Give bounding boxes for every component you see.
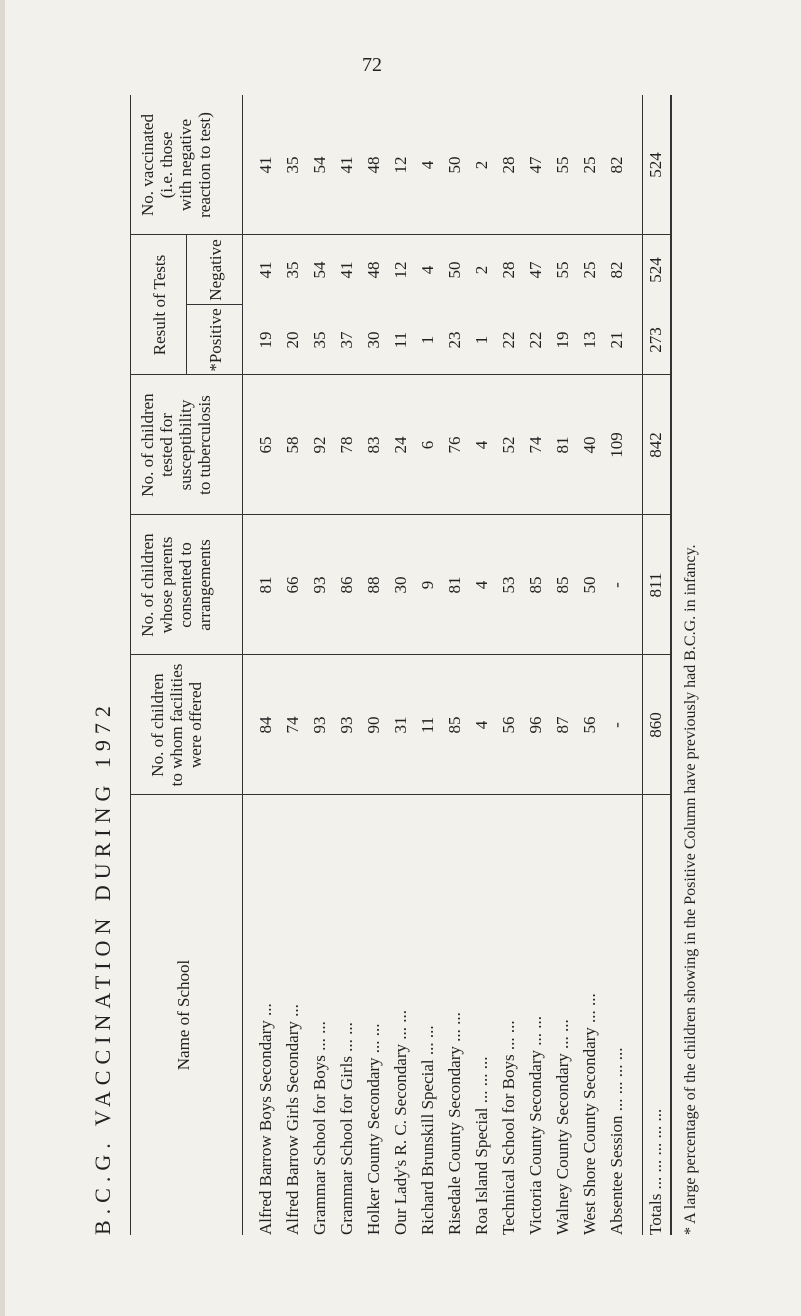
consented-cell: 88 <box>364 576 383 594</box>
consented-cell: 66 <box>283 576 302 594</box>
school-name: Holker County Secondary ... ... <box>364 1023 383 1235</box>
positive-cell: 13 <box>580 331 599 349</box>
header-positive: *Positive <box>206 308 225 372</box>
negative-cell: 55 <box>553 261 572 279</box>
negative-cell: 82 <box>607 261 626 279</box>
vaccinated-cell: 82 <box>607 156 626 174</box>
result-subrule <box>186 235 187 375</box>
vaccinated-cell: 28 <box>499 156 518 174</box>
total-positive: 273 <box>646 327 665 353</box>
positive-cell: 37 <box>337 331 356 349</box>
negative-cell: 41 <box>256 261 275 279</box>
school-name: Grammar School for Girls ... ... <box>337 1022 356 1235</box>
bottom-rule <box>670 95 672 1235</box>
tested-cell: 83 <box>364 436 383 454</box>
positive-cell: 1 <box>472 335 491 345</box>
positive-cell: 22 <box>499 331 518 349</box>
positive-cell: 22 <box>526 331 545 349</box>
top-rule <box>130 95 131 1235</box>
positive-cell: 20 <box>283 331 302 349</box>
positive-cell: 23 <box>445 331 464 349</box>
offered-cell: 56 <box>580 716 599 734</box>
consented-cell: 81 <box>256 576 275 594</box>
table-title: B.C.G. VACCINATION DURING 1972 <box>90 700 115 1235</box>
school-name: Alfred Barrow Girls Secondary ... <box>283 1004 302 1235</box>
tested-cell: 78 <box>337 436 356 454</box>
tested-cell: 81 <box>553 436 572 454</box>
positive-cell: 30 <box>364 331 383 349</box>
consented-cell: 81 <box>445 576 464 594</box>
tested-cell: 74 <box>526 436 545 454</box>
offered-cell: 93 <box>310 716 329 734</box>
header-tested: No. of children tested for susceptibility to tuberculosis <box>138 393 214 497</box>
positive-cell: 35 <box>310 331 329 349</box>
offered-cell: 31 <box>391 716 410 734</box>
offered-cell: 56 <box>499 716 518 734</box>
offered-cell: - <box>607 722 626 728</box>
vaccinated-cell: 48 <box>364 156 383 174</box>
negative-cell: 4 <box>418 265 437 275</box>
header-result: Result of Tests <box>150 254 169 356</box>
negative-cell: 12 <box>391 261 410 279</box>
tested-cell: 92 <box>310 436 329 454</box>
vaccinated-cell: 41 <box>337 156 356 174</box>
vaccinated-cell: 54 <box>310 156 329 174</box>
school-name: Absentee Session ... ... ... ... <box>607 1047 626 1235</box>
vaccinated-cell: 12 <box>391 156 410 174</box>
offered-cell: 11 <box>418 716 437 734</box>
scan-edge <box>0 0 5 1316</box>
school-name: Victoria County Secondary ... ... <box>526 1016 545 1235</box>
tested-cell: 4 <box>472 440 491 450</box>
total-offered: 860 <box>646 712 665 738</box>
vaccination-table <box>90 95 710 1235</box>
consented-cell: 4 <box>472 580 491 590</box>
consented-cell: - <box>607 582 626 588</box>
negative-cell: 54 <box>310 261 329 279</box>
consented-cell: 50 <box>580 576 599 594</box>
vaccinated-cell: 50 <box>445 156 464 174</box>
total-consented: 811 <box>646 572 665 598</box>
offered-cell: 96 <box>526 716 545 734</box>
consented-cell: 9 <box>418 580 437 590</box>
header-negative: Negative <box>206 239 225 301</box>
offered-cell: 90 <box>364 716 383 734</box>
negative-cell: 35 <box>283 261 302 279</box>
school-name: Our Lady's R. C. Secondary ... ... <box>391 1010 410 1235</box>
offered-cell: 74 <box>283 716 302 734</box>
school-name: Alfred Barrow Boys Secondary ... <box>256 1003 275 1235</box>
footnote: * A large percentage of the children showing in the Positive Column have previously had B.C.G. in infancy. <box>682 544 699 1235</box>
tested-cell: 52 <box>499 436 518 454</box>
consented-cell: 93 <box>310 576 329 594</box>
school-name: Grammar School for Boys ... ... <box>310 1021 329 1235</box>
tested-cell: 109 <box>607 432 626 458</box>
tested-cell: 24 <box>391 436 410 454</box>
tested-cell: 58 <box>283 436 302 454</box>
school-name: Walney County Secondary ... ... <box>553 1019 572 1235</box>
vaccinated-cell: 4 <box>418 160 437 170</box>
total-tested: 842 <box>646 432 665 458</box>
negative-cell: 50 <box>445 261 464 279</box>
total-negative: 524 <box>646 257 665 283</box>
offered-cell: 4 <box>472 720 491 730</box>
vaccinated-cell: 35 <box>283 156 302 174</box>
school-name: Richard Brunskill Special ... ... <box>418 1025 437 1235</box>
school-name: Risedale County Secondary ... ... <box>445 1012 464 1235</box>
negative-cell: 48 <box>364 261 383 279</box>
vaccinated-cell: 41 <box>256 156 275 174</box>
vaccinated-cell: 55 <box>553 156 572 174</box>
consented-cell: 53 <box>499 576 518 594</box>
header-school: Name of School <box>174 959 193 1071</box>
header-vaccinated: No. vaccinated (i.e. those with negative reaction to test) <box>138 112 214 218</box>
totals-label: Totals ... ... ... ... ... <box>646 1108 665 1235</box>
school-name: Technical School for Boys ... ... <box>499 1020 518 1235</box>
school-name: West Shore County Secondary ... ... <box>580 993 599 1235</box>
consented-cell: 85 <box>553 576 572 594</box>
negative-cell: 41 <box>337 261 356 279</box>
positive-cell: 21 <box>607 331 626 349</box>
offered-cell: 93 <box>337 716 356 734</box>
total-vaccinated: 524 <box>646 152 665 178</box>
tested-cell: 6 <box>418 440 437 450</box>
tested-cell: 65 <box>256 436 275 454</box>
school-name: Roa Island Special ... ... ... <box>472 1056 491 1235</box>
negative-cell: 2 <box>472 265 491 275</box>
negative-cell: 47 <box>526 261 545 279</box>
tested-cell: 40 <box>580 436 599 454</box>
offered-cell: 87 <box>553 716 572 734</box>
header-consented: No. of children whose parents consented to arrangements <box>138 533 214 637</box>
consented-cell: 30 <box>391 576 410 594</box>
offered-cell: 85 <box>445 716 464 734</box>
table-row <box>601 95 633 1235</box>
totals-row <box>642 95 670 1235</box>
consented-cell: 85 <box>526 576 545 594</box>
positive-cell: 11 <box>391 331 410 349</box>
offered-cell: 84 <box>256 716 275 734</box>
header-offered: No. of children to whom facilities were offered <box>148 663 205 787</box>
positive-cell: 19 <box>553 331 572 349</box>
negative-cell: 28 <box>499 261 518 279</box>
page-number: 72 <box>362 54 382 76</box>
header-rule <box>242 95 243 1235</box>
consented-cell: 86 <box>337 576 356 594</box>
vaccinated-cell: 2 <box>472 160 491 170</box>
positive-cell: 1 <box>418 335 437 345</box>
vaccinated-cell: 47 <box>526 156 545 174</box>
positive-cell: 19 <box>256 331 275 349</box>
vaccinated-cell: 25 <box>580 156 599 174</box>
tested-cell: 76 <box>445 436 464 454</box>
negative-cell: 25 <box>580 261 599 279</box>
